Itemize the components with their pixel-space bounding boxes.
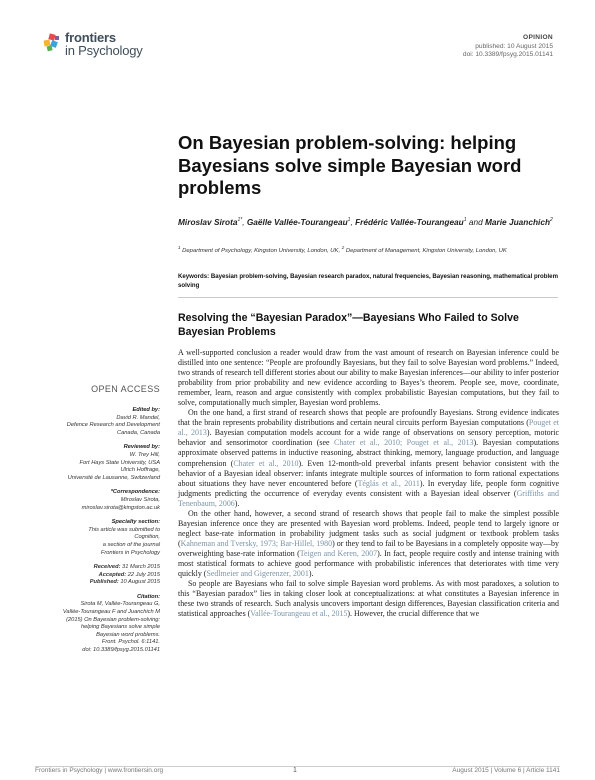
citation-line: Vallée-Tourangeau F and Juanchich M bbox=[62, 609, 160, 616]
body-paragraph bbox=[178, 509, 559, 579]
citation-link[interactable]: Chater et al., 2010; Pouget et al., 2013 bbox=[334, 438, 474, 448]
citation-line: (2015) On Bayesian problem-solving: bbox=[66, 616, 160, 623]
citation-link[interactable]: Téglás et al., 2011 bbox=[357, 478, 420, 488]
author-affiliation-mark: 1 bbox=[463, 217, 467, 223]
author-name: Gaëlle Vallée-Tourangeau bbox=[246, 216, 348, 227]
author-list bbox=[178, 214, 558, 228]
affiliation-text: Department of Management, Kingston University, London, UK bbox=[344, 247, 507, 254]
body-text: ). bbox=[308, 569, 314, 579]
article-info-sidebar bbox=[30, 407, 160, 655]
citation-link[interactable]: Pouget et al., 2013 bbox=[178, 418, 559, 438]
author-name: Miroslav Sirota bbox=[178, 216, 238, 227]
body-text: ). Bayesian computation models account for a wide range of observations on sensory perception, motoric behavior and sensorimotor coordination (see bbox=[178, 428, 559, 448]
sidebar-line: miroslav.sirota@kingston.ac.uk bbox=[81, 504, 160, 511]
date-label: Accepted: bbox=[98, 571, 127, 578]
sidebar-line: Fort Hays State University, USA bbox=[79, 459, 160, 466]
footer-issue: August 2015 | Volume 6 | Article 1141 bbox=[452, 767, 560, 774]
author-name: Frédéric Vallée-Tourangeau bbox=[355, 216, 464, 227]
date-row bbox=[30, 564, 160, 572]
article-title: On Bayesian problem-solving: helping Bayesians solve simple Bayesian word problems bbox=[178, 132, 522, 198]
citation-line: Front. Psychol. 6:1141. bbox=[101, 639, 160, 646]
affiliation-text: Department of Psychology, Kingston University, London, UK, bbox=[180, 247, 342, 254]
keywords-label: Keywords: bbox=[178, 273, 210, 280]
doi: doi: 10.3389/fpsyg.2015.01141 bbox=[462, 51, 553, 59]
body-text: ). Bayesian computations approximate observed patterns in inductive reasoning, abstract thinking, memory, language production, and language comprehension ( bbox=[178, 438, 559, 468]
frontiers-logo-icon bbox=[43, 33, 63, 53]
affiliation-mark: 1 bbox=[178, 245, 181, 250]
article-type: OPINION bbox=[523, 34, 553, 41]
citation-block bbox=[30, 594, 160, 655]
body-text: ). Even 12-month-old preverbal infants present behavior consistent with the behavior of a Bayesian ideal observer: infants integrate multiple sources of information to form rational expectations about situations they have never encountered before ( bbox=[178, 458, 560, 488]
affiliations bbox=[178, 243, 558, 256]
sidebar-line: Miroslav Sirota, bbox=[120, 496, 160, 503]
body-text: A well-supported conclusion a reader would draw from the vast amount of research on Bayesian inference could be distilled into one sentence: “People are profoundly Bayesians, but they fail to solve Bayesian word problems.” Indeed, two strands of research tell different stories about our ability to make Bayesian inferences—our ability to infer posterior probability from prior probability and new evidence according to Bayes’s theorem. People see, move, coordinate, remember, learn, reason and argue consistently with complex probabilistic Bayesian computations, but they fail to solve, computationally much simpler, Bayesian word problems. bbox=[178, 348, 559, 408]
journal-logo bbox=[43, 30, 183, 60]
citation-link[interactable]: Sedlmeier and Gigerenzer, 2001 bbox=[206, 569, 309, 579]
section-heading: Resolving the “Bayesian Paradox”—Bayesians Who Failed to Solve Bayesian Problems bbox=[178, 312, 519, 338]
divider bbox=[178, 297, 558, 298]
author-separator: , bbox=[350, 216, 356, 227]
footer-journal: Frontiers in Psychology | www.frontiersin.org bbox=[35, 767, 164, 774]
date-row bbox=[30, 579, 160, 587]
body-text: ). In everyday life, people form cognitive judgments predicting the occurrence of everyday events consistent with a Bayesian ideal observer ( bbox=[178, 478, 559, 498]
date-value: 22 July 2015 bbox=[126, 571, 160, 578]
sidebar-line: Ulrich Hoffrage, bbox=[120, 467, 160, 474]
body-text: ). However, the crucial difference that we bbox=[347, 609, 480, 619]
open-access-label: OPEN ACCESS bbox=[91, 384, 160, 394]
journal-name-line2: in Psychology bbox=[65, 43, 143, 58]
sidebar-line: a section of the journal bbox=[102, 541, 160, 548]
author-name: Marie Juanchich bbox=[485, 216, 551, 227]
sidebar-line: Canada, Canada bbox=[116, 429, 160, 436]
sidebar-label: *Correspondence: bbox=[110, 489, 160, 496]
sidebar-line: This article was submitted to bbox=[88, 526, 160, 533]
sidebar-block bbox=[30, 519, 160, 557]
date-label: Published: bbox=[89, 579, 119, 586]
sidebar-line: David R. Mandel, bbox=[116, 414, 160, 421]
sidebar-label: Reviewed by: bbox=[123, 444, 160, 451]
author-separator: and bbox=[466, 216, 485, 227]
date-row bbox=[30, 572, 160, 580]
citation-link[interactable]: Teigen and Keren, 2007 bbox=[299, 548, 378, 558]
citation-line: Bayesian word problems. bbox=[96, 631, 160, 638]
date-label: Received: bbox=[93, 564, 121, 571]
body-paragraph bbox=[178, 579, 559, 619]
keywords-list: Bayesian problem-solving, Bayesian research paradox, natural frequencies, Bayesian reasoning, mathematical problem solving bbox=[178, 273, 558, 290]
date-value: 31 March 2015 bbox=[120, 564, 160, 571]
citation-link[interactable]: Chater et al., 2010 bbox=[233, 458, 299, 468]
published-date: published: 10 August 2015 bbox=[475, 42, 553, 50]
date-value: 10 August 2015 bbox=[118, 579, 160, 586]
author-affiliation-mark: 2 bbox=[550, 217, 553, 223]
body-text: On the other hand, however, a second strand of research shows that people fail to make the simplest possible Bayesian inference once they are presented with Bayesian word problems. Indeed, people tend to largely ignore or neglect base-rate information in probability judgment tasks such as social judgment or textbook problem tasks ( bbox=[178, 508, 559, 548]
author-affiliation-mark: 1 bbox=[347, 217, 351, 223]
article-body bbox=[178, 348, 559, 619]
journal-name-line1: frontiers bbox=[65, 30, 116, 45]
citation-link[interactable]: Griffiths and Tenenbaum, 2006 bbox=[178, 488, 559, 508]
author-separator: , bbox=[242, 216, 247, 227]
citation-line: doi: 10.3389/fpsyg.2015.01141 bbox=[82, 647, 160, 654]
author-affiliation-mark: 1* bbox=[237, 217, 243, 223]
dates-block bbox=[30, 564, 160, 587]
citation-line: Sirota M, Vallée-Tourangeau G, bbox=[80, 601, 160, 608]
body-text: ). In fact, people require costly and intense training with most statistical formats to achieve good performance with probabilistic inferences that deteriorates with time very quickly ( bbox=[178, 548, 559, 579]
page-number: 1 bbox=[293, 767, 297, 774]
citation-link[interactable]: Kahneman and Tversky, 1973; Bar-Hillel, 1980 bbox=[180, 538, 333, 548]
sidebar-line: Université de Lausanne, Switzerland bbox=[67, 474, 160, 481]
sidebar-label: Specialty section: bbox=[111, 519, 160, 526]
sidebar-block bbox=[30, 444, 160, 482]
article-meta bbox=[463, 34, 553, 60]
affiliation-mark: 2 bbox=[341, 245, 345, 250]
keywords bbox=[178, 272, 560, 291]
sidebar-line: Cognition, bbox=[134, 534, 160, 541]
sidebar-line: Defence Research and Development bbox=[66, 422, 160, 429]
sidebar-label: Edited by: bbox=[132, 407, 160, 413]
citation-label: Citation: bbox=[136, 593, 160, 600]
body-text: On the one hand, a first strand of research shows that people are profoundly Bayesians. Strong evidence indicates that the brain represents probability distributions and certain neural circuits perform Bayesian computations ( bbox=[178, 408, 559, 428]
body-paragraph bbox=[178, 408, 559, 508]
sidebar-block bbox=[30, 489, 160, 512]
body-text: ) or they tend to fail to be Bayesians in a completely opposite way—by overweighting base-rate information ( bbox=[178, 538, 559, 558]
sidebar-line: Frontiers in Psychology bbox=[100, 549, 160, 556]
body-paragraph bbox=[178, 348, 559, 408]
citation-line: helping Bayesians solve simple bbox=[80, 624, 160, 631]
sidebar-block bbox=[30, 407, 160, 437]
citation-link[interactable]: Vallée-Tourangeau et al., 2015 bbox=[250, 609, 348, 619]
body-text: So people are Bayesians who fail to solve simple Bayesian word problems. As with most paradoxes, a solution to this “Bayesian paradox” lies in taking closer look at conceptualizations: at what constitutes a Bayesian inference in these two strands of research. Such analysis uncovers important design differences, Bayesian classification criteria and statistical approaches ( bbox=[178, 579, 559, 619]
body-text: ). bbox=[234, 498, 240, 508]
sidebar-line: W. Trey Hill, bbox=[129, 451, 160, 458]
